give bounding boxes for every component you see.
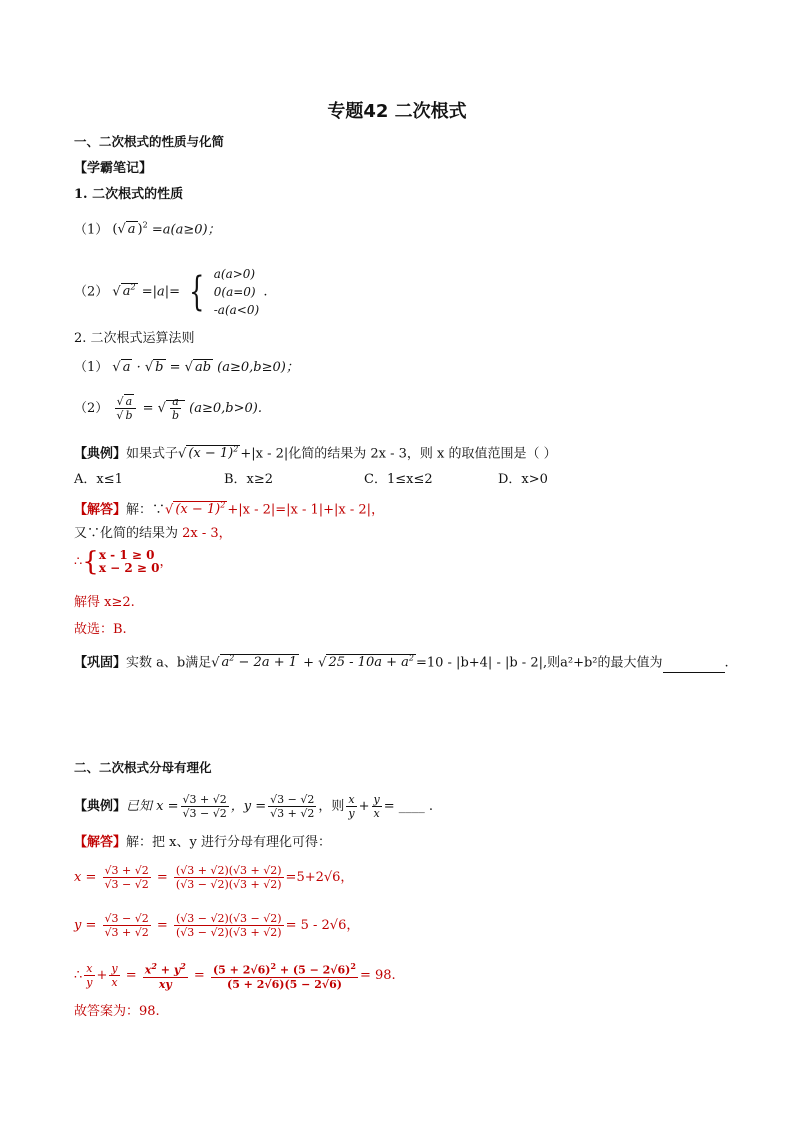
property-1-radical: (√ a )$^2$ (112, 221, 148, 238)
solution-1-line-2 (74, 525, 232, 543)
solution-2-tag: 【解答】 (74, 835, 127, 850)
section-heading-1: 一、二次根式的性质与化简 (74, 134, 225, 149)
example-2-y-fraction: $\frac{√3 - √2}{√3 + √2}$ (270, 793, 315, 820)
example-2-text-c: ，则 (318, 799, 345, 814)
item-2-heading: 2. 二次根式运算法则 (74, 331, 195, 346)
rule-1-formula: √ a · √ b = √ ab (112, 360, 212, 375)
solution-1-line-4: 解得 x≥2. (74, 595, 135, 610)
example-2-x-fraction: $\frac{√3 + √2}{√3 - √2}$ (182, 793, 227, 820)
consolidation-tag: 【巩固】 (74, 655, 127, 671)
property-2 (74, 258, 267, 318)
therefore-symbol: ∴ (74, 554, 83, 570)
property-2-end: . (263, 284, 268, 300)
solution-2-x-result: =5+2√6， (285, 870, 354, 885)
solution-1-line-2-a: 又∵化简的结果为 (74, 526, 183, 541)
example-1-radical: √ $(x - 1)^2$ (178, 445, 239, 462)
property-2-label: （2） (74, 284, 109, 300)
answer-blank (663, 654, 725, 673)
rule-1-label: （1） (74, 360, 109, 375)
solution-1-tag: 【解答】 (74, 502, 127, 518)
consolidation-question: 【巩固】实数 a、b满足√ $a^2 - 2a + 1$ + √ $25 - 10a + a^2 =10 - |b+4| - |b - 2|$,则a²+b²的最大值为 . (74, 650, 729, 673)
x-over-y: $\frac{x}{y}$ (348, 793, 355, 820)
consolidation-radical-1: √ $a^2 - 2a + 1$ (211, 654, 297, 671)
property-1 (74, 217, 221, 239)
page-title: 专题42 二次根式 (327, 101, 467, 122)
option-b: B．x≥2 (224, 472, 274, 487)
example-1-text-a: 如果式子 (126, 446, 179, 462)
example-1-tag: 【典例】 (74, 446, 127, 462)
rule-1 (74, 359, 299, 377)
consolidation-radical-2: √ $25 - 10a + a^2$ (318, 654, 414, 671)
solution-2-sum: ∴ $\frac{x}{y}$ + $\frac{y}{x}$ = $\frac{x^2 + y^2}{xy}$ = $\frac{(5 + 2√6)^2 + (5 - 2√6)^2}{(5 + 2√6)(5 - 2√6)}$ = 98. (74, 961, 396, 991)
answer-line: 故答案为：98. (74, 1004, 160, 1019)
rule-2-fraction: $\frac{√ a}{√ b}$ (114, 395, 136, 422)
y-rationalized: $\frac{(√3 - √2)(√3 - √2)}{(√3 - √2)(√3 + √2)}$ (175, 912, 282, 939)
property-2-radical: √ $a^2$ (112, 283, 136, 300)
section-heading-2: 二、二次根式分母有理化 (74, 760, 212, 775)
system-brace: { (82, 547, 99, 577)
property-1-tail: =a(a≥0)； (151, 222, 221, 238)
rule-2-radical: √ $\frac{a}{b}$ (158, 400, 185, 416)
solution-2-therefore: ∴ (74, 968, 83, 983)
rule-2: （2） $\frac{√ a}{√ b}$ = √ $\frac{a}{b}$ (a≥0,b>0). (74, 395, 262, 422)
solution-1-line-5: 故选：B. (74, 622, 127, 637)
property-1-label: （1） (74, 222, 109, 238)
property-2-eq: =|a|= (141, 284, 181, 300)
solution-2-y: y = $\frac{√3 - √2}{√3 + √2}$ = $\frac{(√3 - √2)(√3 - √2)}{(√3 - √2)(√3 + √2)}$ = 5 - 2√6， (74, 912, 360, 939)
solution-1-system (74, 548, 173, 577)
rule-2-label: （2） (74, 401, 109, 416)
x-rationalized: $\frac{(√3 + √2)(√3 + √2)}{(√3 - √2)(√3 + √2)}$ (175, 864, 282, 891)
consolidation-text-a: 实数 a、b满足 (126, 655, 212, 671)
brace-symbol: { (189, 268, 205, 315)
example-2-text-b: ，y = (230, 799, 267, 814)
case-negative: -a(a<0) (213, 302, 260, 317)
example-2-tag: 【典例】 (74, 799, 127, 814)
solution-1-text-b: +|x - 2|=|x - 1|+|x - 2|， (227, 502, 385, 518)
solution-2-sum-result: = 98. (359, 968, 396, 983)
consolidation-text-b: =10 - |b+4| - |b - 2|,则a²+b²的最大值为 (415, 655, 663, 671)
option-d: D．x>0 (498, 472, 548, 487)
notes-header: 【学霸笔记】 (74, 161, 153, 176)
example-1-question (74, 441, 557, 463)
example-2-text-a: 已知 x = (126, 799, 179, 814)
solution-1-radical: √ $(x - 1)^2$ (165, 501, 226, 518)
item-1-heading: 1. 二次根式的性质 (74, 187, 184, 202)
solution-1-line-2-b: 2x - 3， (182, 526, 232, 541)
solution-1-line-1 (74, 497, 384, 519)
system-inequalities (99, 549, 160, 575)
sum-fraction: $\frac{x^2 + y^2}{xy}$ (144, 961, 186, 991)
example-2-question: 【典例】已知 x = $\frac{√3 + √2}{√3 - √2}$ ，y = $\frac{√3 - √2}{√3 + √2}$ ，则 $\frac{x}{y}$ + $\frac{y}{x}$ = ____ . (74, 793, 434, 820)
solution-2-y-result: = 5 - 2√6， (285, 918, 360, 933)
case-zero: 0(a=0) (213, 284, 256, 299)
solution-2-text: 解：把 x、y 进行分母有理化可得： (126, 835, 331, 850)
rule-1-tail: (a≥0,b≥0)； (217, 360, 299, 375)
option-a: A．x≤1 (74, 472, 123, 487)
rule-2-tail: (a≥0,b>0). (189, 401, 262, 416)
inequality-2: x − 2 ≥ 0 (98, 561, 160, 575)
property-2-cases (214, 265, 259, 319)
y-over-x: $\frac{y}{x}$ (373, 793, 380, 820)
solution-2-x: x = $\frac{√3 + √2}{√3 - √2}$ = $\frac{(√3 + √2)(√3 + √2)}{(√3 - √2)(√3 + √2)}$ =5+2√6， (74, 864, 354, 891)
x-fraction: $\frac{√3 + √2}{√3 - √2}$ (104, 864, 149, 891)
y-fraction: $\frac{√3 - √2}{√3 + √2}$ (104, 912, 149, 939)
solution-1-text-a: 解：∵ (126, 502, 166, 518)
example-2-text-d: = ____ . (383, 799, 434, 814)
example-1-text-b: +|x - 2|化简的结果为 2x - 3，则 x 的取值范围是（ ） (240, 446, 557, 462)
system-suffix: ， (159, 554, 173, 570)
solution-2-line-1 (74, 834, 331, 852)
consolidation-end: . (724, 655, 729, 671)
inequality-1: x - 1 ≥ 0 (98, 548, 155, 562)
option-c: C．1≤x≤2 (364, 472, 433, 487)
case-positive: a(a>0) (213, 266, 256, 281)
sum-evaluated: $\frac{(5 + 2√6)^2 + (5 - 2√6)^2}{(5 + 2√6)(5 - 2√6)}$ (212, 961, 356, 991)
